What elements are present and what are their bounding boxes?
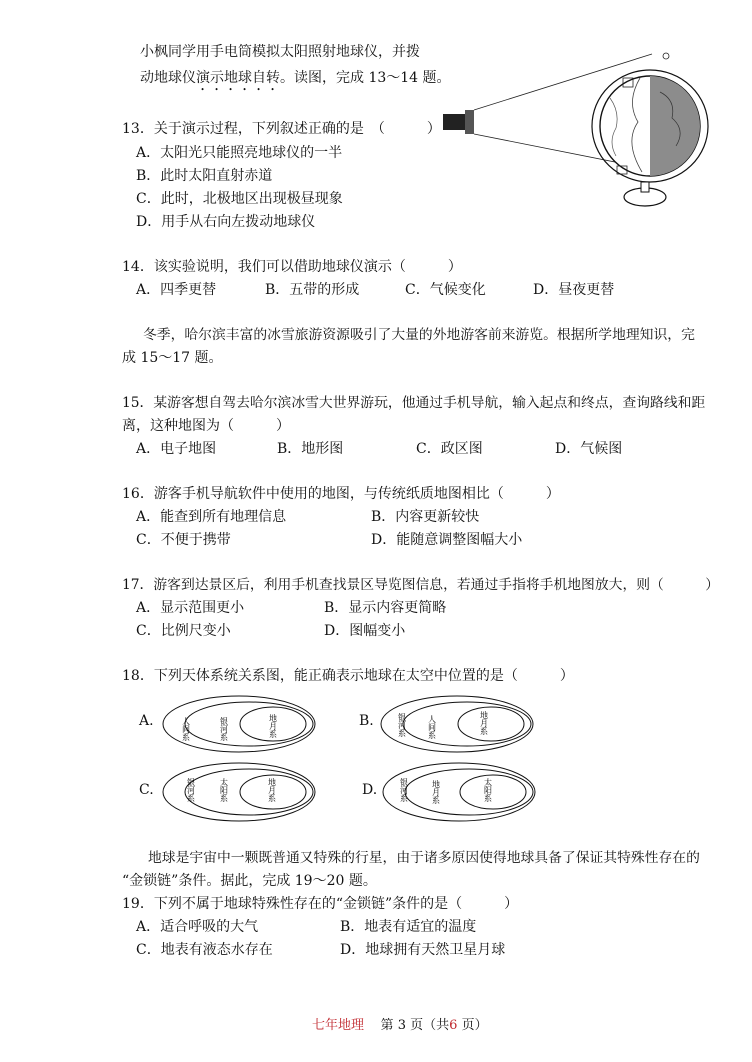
diagram-b-inner-label: 地月系: [479, 711, 489, 735]
q19-option-a[interactable]: A．适合呼吸的大气: [136, 919, 259, 935]
q17-option-d[interactable]: D．图幅变小: [324, 623, 406, 639]
q15-option-b[interactable]: B．地形图: [277, 441, 344, 457]
q18-diagram-a[interactable]: [160, 693, 320, 755]
q18-option-d-label[interactable]: D.: [362, 782, 378, 798]
diagram-c-inner-label: 地月系: [267, 778, 277, 802]
question-19-stem: 19．下列不属于地球特殊性存在的“金锁链”条件的是（ ）: [122, 896, 519, 912]
q14-option-c[interactable]: C．气候变化: [405, 282, 486, 298]
q14-option-b[interactable]: B．五带的形成: [265, 282, 360, 298]
question-15-stem-line2: 离，这种地图为（ ）: [122, 418, 290, 434]
page-footer: 七年地理 第 3 页（共6 页）: [312, 1018, 488, 1033]
diagram-a-middle-label: 银河系: [219, 717, 229, 741]
diagram-a-outer-label: 人间系: [181, 717, 191, 741]
q13-option-b[interactable]: B．此时太阳直射赤道: [136, 168, 273, 184]
question-16-stem: 16．游客手机导航软件中使用的地图，与传统纸质地图相比（ ）: [122, 486, 560, 502]
diagram-b-middle-label: 人间系: [427, 715, 437, 739]
footer-page-total: 6: [449, 1018, 458, 1033]
q19-option-d[interactable]: D．地球拥有天然卫星月球: [340, 942, 506, 958]
q14-option-d[interactable]: D．昼夜更替: [533, 282, 615, 298]
diagram-d-inner-label: 太阳系: [483, 778, 493, 802]
q13-option-d[interactable]: D．用手从右向左拨动地球仪: [136, 214, 316, 230]
q14-option-a[interactable]: A．四季更替: [136, 282, 217, 298]
diagram-d-outer-label: 银河系: [399, 778, 409, 802]
q13-option-a[interactable]: A．太阳光只能照亮地球仪的一半: [136, 145, 343, 161]
q18-diagram-d[interactable]: [380, 760, 540, 824]
intro-paragraph-2-line2: 成 15～17 题。: [122, 350, 223, 366]
intro-paragraph-1: 小枫同学用手电筒模拟太阳照射地球仪，并拨: [140, 44, 420, 60]
footer-subject: 七年地理: [312, 1018, 365, 1033]
diagram-d-middle-label: 地月系: [431, 780, 441, 804]
q18-option-c-label[interactable]: C.: [139, 782, 154, 798]
globe-icon: [592, 53, 708, 206]
q13-option-c[interactable]: C．此时，北极地区出现极昼现象: [136, 191, 343, 207]
q19-option-b[interactable]: B．地表有适宜的温度: [340, 919, 477, 935]
question-14-stem: 14．该实验说明，我们可以借助地球仪演示（ ）: [122, 259, 462, 275]
q18-diagram-c[interactable]: [160, 760, 320, 824]
q15-option-d[interactable]: D．气候图: [555, 441, 623, 457]
q17-option-a[interactable]: A．显示范围更小: [136, 600, 245, 616]
diagram-c-middle-label: 太阳系: [219, 778, 229, 802]
q18-diagram-b[interactable]: [378, 693, 538, 755]
question-18-stem: 18．下列天体系统关系图，能正确表示地球在太空中位置的是（ ）: [122, 668, 574, 684]
q17-option-c[interactable]: C．比例尺变小: [136, 623, 231, 639]
intro-paragraph-1-line2: 动地球仪演示地球自转。读图，完成 13～14 题。: [140, 70, 451, 86]
diagram-c-outer-label: 银河系: [186, 778, 196, 802]
intro-paragraph-3-line2: “金锁链”条件。据此，完成 19～20 题。: [122, 873, 377, 889]
q15-option-c[interactable]: C．政区图: [416, 441, 483, 457]
q18-option-a-label[interactable]: A.: [139, 713, 154, 729]
diagram-a-inner-label: 地月系: [268, 714, 278, 738]
q16-option-b[interactable]: B．内容更新较快: [371, 509, 480, 525]
diagram-b-outer-label: 银河系: [397, 713, 407, 737]
q15-option-a[interactable]: A．电子地图: [136, 441, 217, 457]
intro-paragraph-3: 地球是宇宙中一颗既普通又特殊的行星，由于诸多原因使得地球具备了保证其特殊性存在的: [148, 850, 700, 866]
question-15-stem: 15．某游客想自驾去哈尔滨冰雪大世界游玩，他通过手机导航，输入起点和终点，查询路线和距: [122, 395, 706, 411]
flashlight-icon: [443, 110, 474, 134]
globe-flashlight-figure: [440, 42, 710, 212]
question-13-stem: 13．关于演示过程，下列叙述正确的是 （ ）: [122, 121, 441, 137]
q16-option-d[interactable]: D．能随意调整图幅大小: [371, 532, 523, 548]
q17-option-b[interactable]: B．显示内容更简略: [324, 600, 447, 616]
question-17-stem: 17．游客到达景区后，利用手机查找景区导览图信息，若通过手指将手机地图放大，则（ ）: [122, 577, 720, 593]
q16-option-c[interactable]: C．不便于携带: [136, 532, 231, 548]
q16-option-a[interactable]: A．能查到所有地理信息: [136, 509, 287, 525]
intro-paragraph-2: 冬季，哈尔滨丰富的冰雪旅游资源吸引了大量的外地游客前来游览。根据所学地理知识，完: [143, 327, 695, 343]
footer-page-number: 3: [397, 1018, 406, 1033]
q18-option-b-label[interactable]: B.: [359, 713, 374, 729]
q19-option-c[interactable]: C．地表有液态水存在: [136, 942, 273, 958]
